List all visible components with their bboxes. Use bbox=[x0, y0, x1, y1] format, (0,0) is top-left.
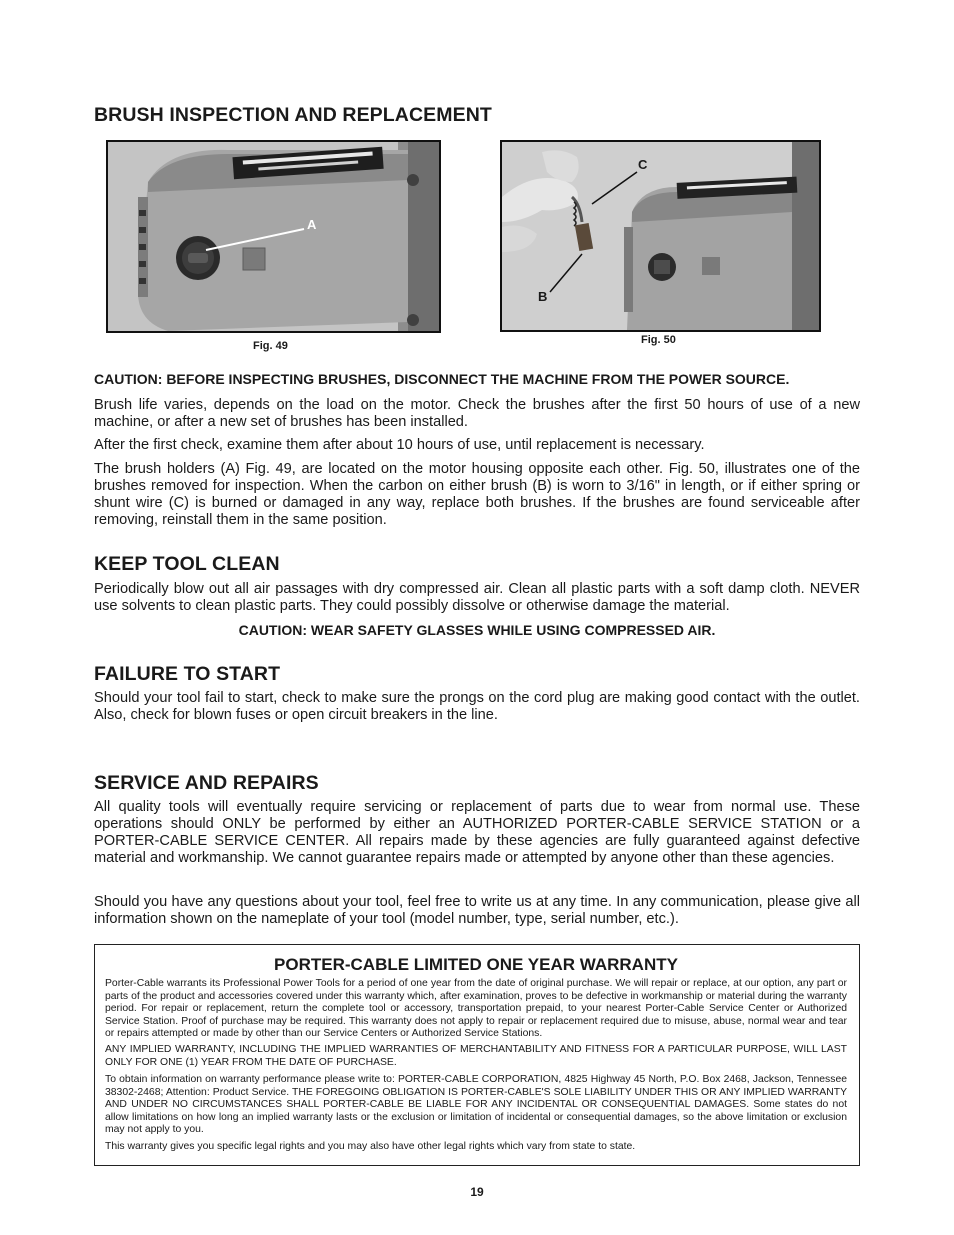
fig50-caption: Fig. 50 bbox=[641, 334, 676, 346]
service-heading: SERVICE AND REPAIRS bbox=[94, 772, 319, 794]
fig50-label-b: B bbox=[538, 289, 548, 304]
brush-paragraph-1: Brush life varies, depends on the load on the motor. Check the brushes after the first 50 hours of use of a new machine, or after a new set of brushes has been installed. bbox=[94, 397, 860, 430]
clean-heading: KEEP TOOL CLEAN bbox=[94, 553, 280, 575]
brush-paragraph-3: The brush holders (A) Fig. 49, are located on the motor housing opposite each other. Fig. 50, illustrates one of the brushes removed for inspection. When the carbon on either brush (B) is worn to 3/16" in length, or if either spring or shunt wire (C) is burned or damaged in any way, replace both brushes. If the brushes are found serviceable after removing, reinstall them in the same position. bbox=[94, 461, 860, 528]
warranty-paragraph-4: This warranty gives you specific legal rights and you may also have other legal rights which vary from state to state. bbox=[105, 1141, 636, 1152]
fig49-caption: Fig. 49 bbox=[253, 340, 288, 352]
page-number: 19 bbox=[470, 1185, 484, 1199]
service-paragraph-1: All quality tools will eventually require servicing or replacement of parts due to wear from normal use. These operations should ONLY be performed by either an AUTHORIZED PORTER-CABLE SERVICE STATION or a PORTER-CABLE SERVICE CENTER. All repairs made by these agencies are fully guaranteed against defective material and workmanship. We cannot guarantee repairs made or attempted by anyone other than these agencies. bbox=[94, 799, 860, 866]
warranty-paragraph-3: To obtain information on warranty performance please write to: PORTER-CABLE CORPORATION, 4825 Highway 45 North, P.O. Box 2468, Jackson, Tennessee 38302-2468; Attention: Product Service. THE FOREGOING OBLIGATION IS PORTER-CABLE'S SOLE LIABILITY UNDER THIS OR ANY IMPLIED WARRANTY AND UNDER NO CIRCUMSTANCES SHALL PORTER-CABLE BE LIABLE FOR ANY INCIDENTAL OR CONSEQUENTIAL DAMAGES. Some states do not allow limitations on how long an implied warranty lasts or the exclusion or limitation of incidental or consequential damages, so the above limitation or exclusion may not apply to you. bbox=[105, 1074, 847, 1136]
brush-removed-illustration bbox=[502, 142, 819, 330]
failure-heading: FAILURE TO START bbox=[94, 663, 281, 685]
warranty-paragraph-1: Porter-Cable warrants its Professional Power Tools for a period of one year from the date of original purchase. We will repair or replace, at our option, any part or parts of the product and accessories covered under this warranty which, after examination, proves to be defective in workmanship or material during the warranty period. For repair or replacement, return the complete tool or accessory, transportation prepaid, to your nearest Porter-Cable Service Center or Authorized Service Station. Proof of purchase may be required. This warranty does not apply to repair or replacement required due to misuse, abuse, normal wear and tear or repairs attempted or made by other than our Service Centers or Authorized Service Stations. bbox=[105, 978, 847, 1040]
fig50-photo bbox=[500, 140, 821, 332]
brush-paragraph-2: After the first check, examine them after about 10 hours of use, until replacement is necessary. bbox=[94, 437, 705, 453]
fig49-label-a: A bbox=[307, 217, 317, 232]
fig50-label-c: C bbox=[638, 157, 648, 172]
clean-paragraph: Periodically blow out all air passages with dry compressed air. Clean all plastic parts with a soft damp cloth. NEVER use solvents to clean plastic parts. They could possibly dissolve or otherwise damage the material. bbox=[94, 581, 860, 614]
clean-caution: CAUTION: WEAR SAFETY GLASSES WHILE USING COMPRESSED AIR. bbox=[238, 622, 716, 638]
warranty-title: PORTER-CABLE LIMITED ONE YEAR WARRANTY bbox=[274, 955, 678, 974]
brush-caution: CAUTION: BEFORE INSPECTING BRUSHES, DISCONNECT THE MACHINE FROM THE POWER SOURCE. bbox=[94, 371, 790, 387]
service-paragraph-2: Should you have any questions about your tool, feel free to write us at any time. In any communication, please give all information shown on the nameplate of your tool (model number, type, serial number, etc.). bbox=[94, 894, 860, 927]
warranty-paragraph-2: ANY IMPLIED WARRANTY, INCLUDING THE IMPLIED WARRANTIES OF MERCHANTABILITY AND FITNESS FOR A PARTICULAR PURPOSE, WILL LAST ONLY FOR ONE (1) YEAR FROM THE DATE OF PURCHASE. bbox=[105, 1044, 847, 1068]
failure-paragraph: Should your tool fail to start, check to make sure the prongs on the cord plug are making good contact with the outlet. Also, check for blown fuses or open circuit breakers in the line. bbox=[94, 690, 860, 723]
brush-heading: BRUSH INSPECTION AND REPLACEMENT bbox=[94, 104, 492, 126]
warranty-box bbox=[94, 944, 860, 1166]
fig49-photo bbox=[106, 140, 441, 333]
motor-housing-illustration bbox=[108, 142, 439, 331]
